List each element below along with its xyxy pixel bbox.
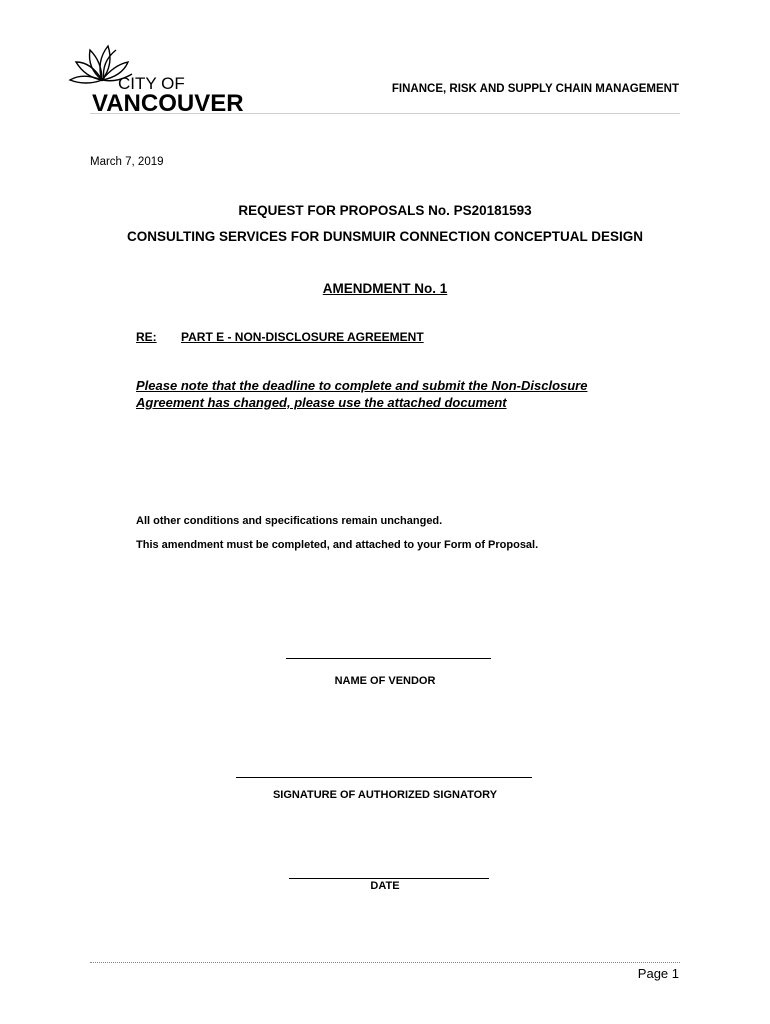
page-number: Page 1: [637, 966, 679, 981]
amendment-instruction-text: This amendment must be completed, and attached to your Form of Proposal.: [136, 539, 539, 551]
deadline-note-line-1: Please note that the deadline to complete and submit the Non-Disclosure: [136, 378, 588, 393]
vendor-name-line: [286, 658, 491, 659]
logo-city-of: CITY OF: [118, 74, 185, 93]
amendment-title: AMENDMENT No. 1: [322, 281, 448, 296]
department-header: FINANCE, RISK AND SUPPLY CHAIN MANAGEMENT: [391, 83, 679, 95]
conditions-unchanged-text: All other conditions and specifications remain unchanged.: [136, 515, 443, 527]
rfp-number-title: REQUEST FOR PROPOSALS No. PS20181593: [238, 203, 532, 218]
vendor-name-label: NAME OF VENDOR: [334, 675, 436, 687]
footer-divider: [90, 962, 680, 963]
re-subject: PART E - NON-DISCLOSURE AGREEMENT: [181, 330, 424, 344]
rfp-project-title: CONSULTING SERVICES FOR DUNSMUIR CONNECTION CONCEPTUAL DESIGN: [126, 229, 644, 244]
deadline-note: [136, 377, 636, 411]
header-divider: [90, 113, 680, 114]
city-logo: [62, 40, 252, 120]
signature-line: [236, 777, 532, 778]
deadline-note-line-2: Agreement has changed, please use the attached document: [136, 395, 507, 410]
signatory-label: SIGNATURE OF AUTHORIZED SIGNATORY: [272, 789, 498, 801]
date-label: DATE: [370, 880, 400, 892]
re-label: RE:: [136, 330, 157, 344]
document-date: March 7, 2019: [90, 156, 164, 168]
date-line: [289, 878, 489, 879]
logo-vancouver: VANCOUVER: [92, 90, 244, 117]
